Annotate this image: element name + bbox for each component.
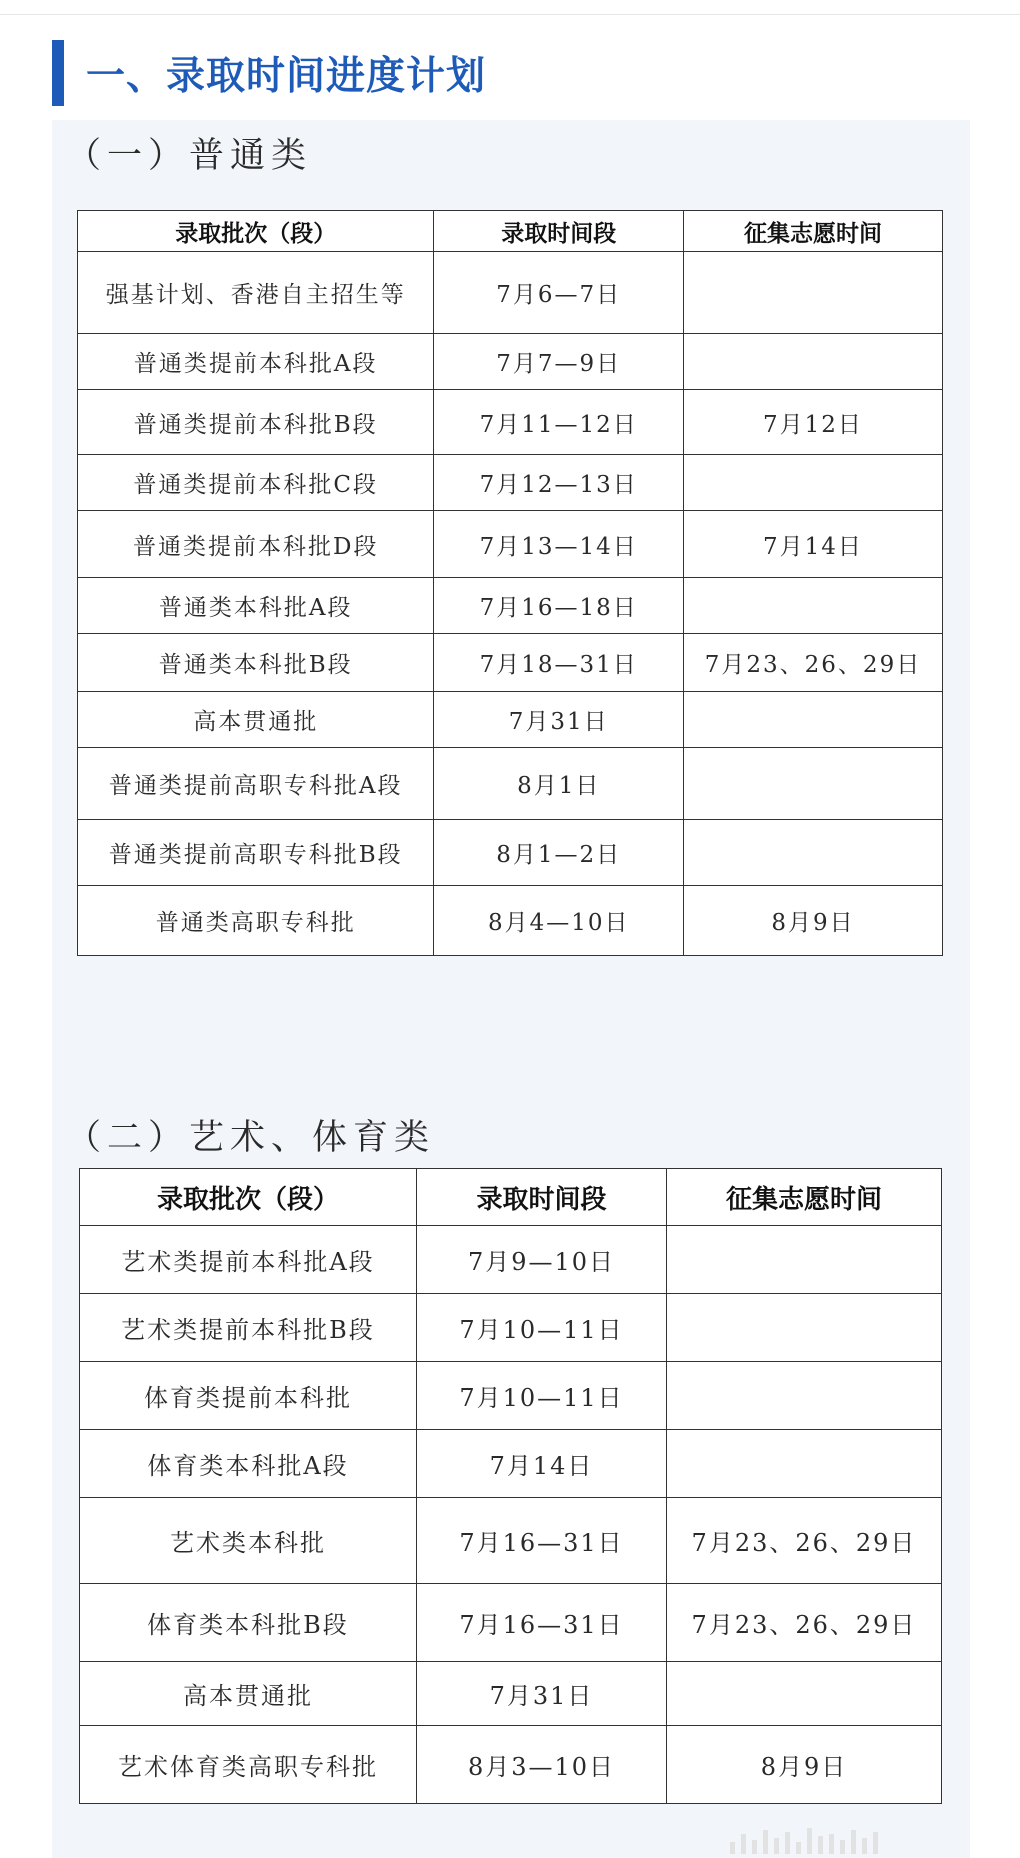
table-row xyxy=(80,1362,942,1430)
heading-accent-bar xyxy=(52,40,64,106)
cell-batch: 普通类本科批A段 xyxy=(78,578,434,634)
table-row xyxy=(78,634,943,692)
cell-collect xyxy=(683,748,942,820)
cell-batch: 普通类提前高职专科批B段 xyxy=(78,820,434,886)
table-row xyxy=(80,1294,942,1362)
table-row xyxy=(78,252,943,334)
cell-collect xyxy=(667,1430,942,1498)
cell-collect xyxy=(683,578,942,634)
section-heading xyxy=(52,40,486,106)
cell-collect xyxy=(683,692,942,748)
cell-collect xyxy=(683,334,942,390)
cell-period: 7月12—13日 xyxy=(434,455,684,511)
header-batch: 录取批次（段） xyxy=(80,1169,417,1226)
arts-sports-subtitle: （二）艺术、体育类 xyxy=(66,1118,436,1158)
cell-period: 8月1日 xyxy=(434,748,684,820)
cell-collect: 7月23、26、29日 xyxy=(667,1498,942,1584)
cell-batch: 普通类本科批B段 xyxy=(78,634,434,692)
cell-collect: 7月23、26、29日 xyxy=(683,634,942,692)
cell-period: 7月6—7日 xyxy=(434,252,684,334)
cell-batch: 普通类提前高职专科批A段 xyxy=(78,748,434,820)
table-row xyxy=(78,334,943,390)
table-row xyxy=(80,1498,942,1584)
cell-collect: 8月9日 xyxy=(683,886,942,956)
cell-collect xyxy=(683,252,942,334)
table-row xyxy=(78,578,943,634)
cell-batch: 高本贯通批 xyxy=(78,692,434,748)
cell-period: 7月16—31日 xyxy=(417,1498,667,1584)
cell-collect: 7月12日 xyxy=(683,390,942,455)
header-period: 录取时间段 xyxy=(417,1169,667,1226)
table-row xyxy=(78,886,943,956)
cell-batch: 艺术类本科批 xyxy=(80,1498,417,1584)
table-row xyxy=(78,511,943,578)
watermark-bars xyxy=(730,1826,878,1854)
cell-collect xyxy=(683,820,942,886)
table-row xyxy=(80,1226,942,1294)
cell-period: 7月11—12日 xyxy=(434,390,684,455)
table-row xyxy=(78,390,943,455)
cell-period: 8月3—10日 xyxy=(417,1726,667,1804)
table-row xyxy=(78,748,943,820)
cell-collect: 8月9日 xyxy=(667,1726,942,1804)
cell-batch: 艺术类提前本科批B段 xyxy=(80,1294,417,1362)
cell-collect: 7月14日 xyxy=(683,511,942,578)
cell-batch: 强基计划、香港自主招生等 xyxy=(78,252,434,334)
table-header-row xyxy=(78,211,943,252)
table-header-row xyxy=(80,1169,942,1226)
cell-period: 7月18—31日 xyxy=(434,634,684,692)
cell-batch: 高本贯通批 xyxy=(80,1662,417,1726)
table-row xyxy=(80,1430,942,1498)
general-subtitle: （一）普通类 xyxy=(66,136,313,176)
table-row xyxy=(78,455,943,511)
cell-period: 7月31日 xyxy=(417,1662,667,1726)
cell-period: 7月7—9日 xyxy=(434,334,684,390)
cell-period: 7月16—18日 xyxy=(434,578,684,634)
cell-period: 8月1—2日 xyxy=(434,820,684,886)
cell-period: 7月10—11日 xyxy=(417,1294,667,1362)
general-schedule-table xyxy=(77,210,943,956)
table-row xyxy=(80,1662,942,1726)
cell-collect xyxy=(667,1662,942,1726)
cell-period: 7月16—31日 xyxy=(417,1584,667,1662)
cell-batch: 普通类提前本科批C段 xyxy=(78,455,434,511)
header-collect: 征集志愿时间 xyxy=(683,211,942,252)
header-period: 录取时间段 xyxy=(434,211,684,252)
cell-period: 7月14日 xyxy=(417,1430,667,1498)
section-title: 一、录取时间进度计划 xyxy=(86,54,487,99)
cell-collect xyxy=(667,1294,942,1362)
cell-collect xyxy=(683,455,942,511)
header-collect: 征集志愿时间 xyxy=(667,1169,942,1226)
cell-batch: 体育类本科批A段 xyxy=(80,1430,417,1498)
header-batch: 录取批次（段） xyxy=(78,211,434,252)
cell-collect xyxy=(667,1226,942,1294)
table-row xyxy=(78,692,943,748)
cell-batch: 普通类高职专科批 xyxy=(78,886,434,956)
cell-collect: 7月23、26、29日 xyxy=(667,1584,942,1662)
table-row xyxy=(78,820,943,886)
arts-sports-schedule-table xyxy=(79,1168,942,1804)
table-row xyxy=(80,1726,942,1804)
cell-period: 7月13—14日 xyxy=(434,511,684,578)
cell-period: 7月10—11日 xyxy=(417,1362,667,1430)
cell-period: 8月4—10日 xyxy=(434,886,684,956)
cell-collect xyxy=(667,1362,942,1430)
top-divider xyxy=(0,14,1020,15)
cell-batch: 普通类提前本科批B段 xyxy=(78,390,434,455)
cell-batch: 艺术体育类高职专科批 xyxy=(80,1726,417,1804)
cell-batch: 普通类提前本科批A段 xyxy=(78,334,434,390)
table-row xyxy=(80,1584,942,1662)
cell-batch: 体育类本科批B段 xyxy=(80,1584,417,1662)
cell-batch: 普通类提前本科批D段 xyxy=(78,511,434,578)
cell-period: 7月9—10日 xyxy=(417,1226,667,1294)
cell-period: 7月31日 xyxy=(434,692,684,748)
cell-batch: 体育类提前本科批 xyxy=(80,1362,417,1430)
cell-batch: 艺术类提前本科批A段 xyxy=(80,1226,417,1294)
